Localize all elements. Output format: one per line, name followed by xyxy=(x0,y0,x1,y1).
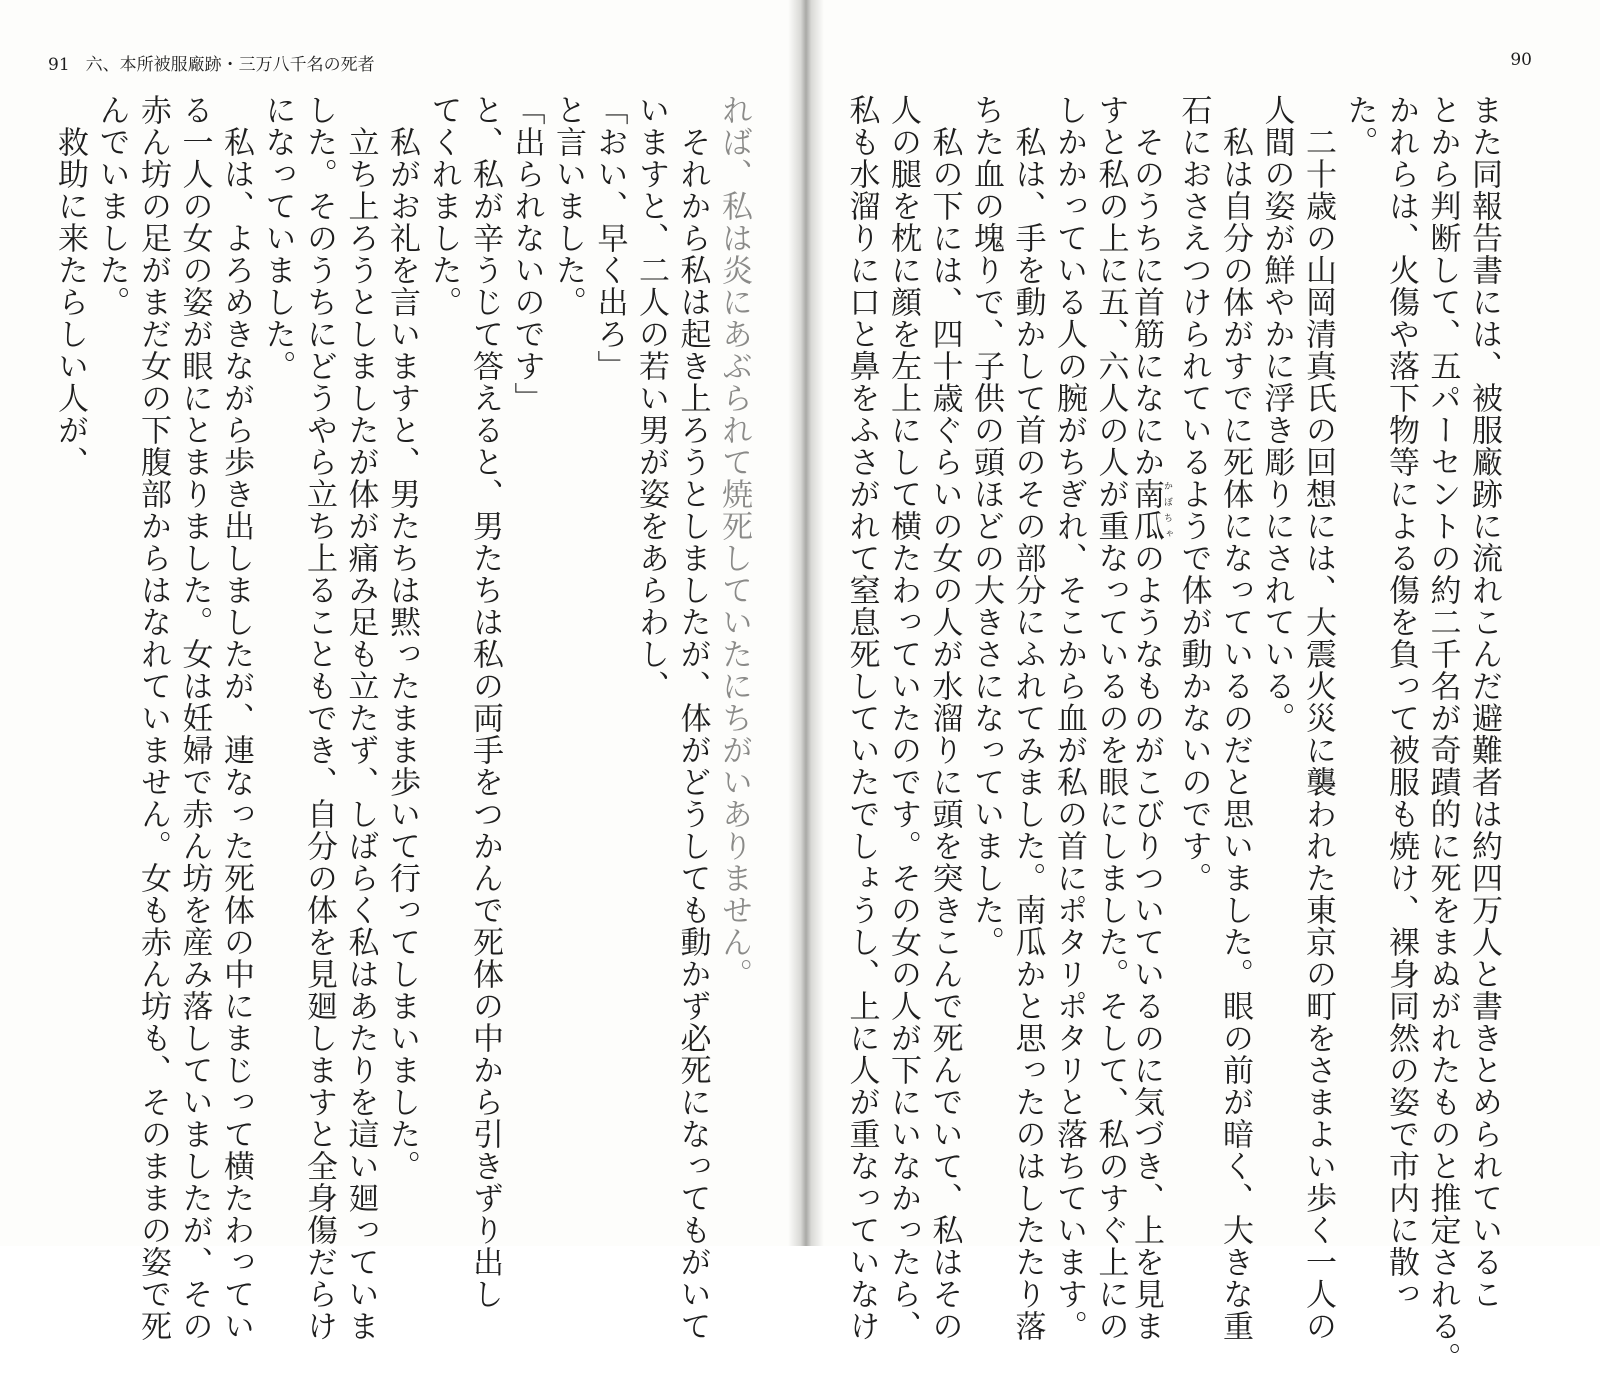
text-column: 私がお礼を言いますと、男たちは黙ったまま歩いて行ってしまいました。 xyxy=(384,94,420,1182)
right-page xyxy=(824,0,1600,1374)
running-head: 六、本所被服廠跡・三万八千名の死者 xyxy=(85,55,375,75)
text-column: また同報告書には、被服廠跡に流れこんだ避難者は約四万人と書きとめられているこ xyxy=(1466,94,1502,1310)
text-column: 私は、よろめきながら歩き出しましたが、連なった死体の中にまじって横たわってい xyxy=(218,94,254,1342)
text-column: た。 xyxy=(1341,94,1378,158)
text-column: と言いました。 xyxy=(550,94,586,318)
text-column: 立ち上ろうとしましたが体が痛み足も立たず、しばらく私はあたりを這い廻っていま xyxy=(342,94,379,1342)
text-column: そのうちに首筋になにか南瓜かぼちゃのようなものがこびりついているのに気づき、上を見ま xyxy=(1128,94,1172,1342)
text-column: いますと、二人の若い男が姿をあらわし、 xyxy=(633,94,669,702)
text-column: 「おい、早く出ろ」 xyxy=(591,94,628,382)
text-column: 二十歳の山岡清真氏の回想には、大震火災に襲われた東京の町をさまよい歩く一人の xyxy=(1300,94,1336,1342)
left-page-header xyxy=(48,50,375,75)
text-column: しかかっている人の腕がちぎれ、そこから血が私の首にポタリポタリと落ちています。 xyxy=(1051,94,1087,1342)
ruby-annotation: 南瓜かぼちゃ xyxy=(1128,478,1172,542)
text-column: 私は自分の体がすでに死体になっているのだと思いました。眼の前が暗く、大きな重 xyxy=(1217,94,1253,1342)
text-column: る一人の女の姿が眼にとまりました。女は妊婦で赤ん坊を産み落していましたが、その xyxy=(176,94,213,1342)
left-page-number: 91 xyxy=(48,55,70,75)
text-column: した。そのうちにどうやら立ち上ることもでき、自分の体を見廻しますと全身傷だらけ xyxy=(301,94,337,1342)
text-column: てくれました。 xyxy=(425,94,462,318)
text-column: とから判断して、五パーセントの約二千名が奇蹟的に死をまぬがれたものと推定される。 xyxy=(1424,94,1461,1374)
text-column: れば、私は炎にあぶられて焼死していたにちがいありません。 xyxy=(716,94,752,990)
left-page xyxy=(0,0,788,1342)
text-column: それから私は起き上ろうとしましたが、体がどうしても動かず必死になってもがいて xyxy=(674,94,711,1342)
text-column: ちた血の塊りで、子供の頭ほどの大きさになっていました。 xyxy=(968,94,1004,958)
text-column: 人間の姿が鮮やかに浮き彫りにされている。 xyxy=(1258,94,1295,734)
text-column: 「出られないのです」 xyxy=(508,94,545,414)
book-gutter xyxy=(788,0,824,1246)
right-page-number: 90 xyxy=(1510,50,1532,70)
text-column: 人の腿を枕に顔を左上にして横たわっていたのです。その女の人が下にいなかったら、 xyxy=(885,94,921,1342)
text-column: 赤ん坊の足がまだ女の下腹部からはなれていません。女も赤ん坊も、そのままの姿で死 xyxy=(135,94,171,1342)
text-column: 石におさえつけられているようで体が動かないのです。 xyxy=(1175,94,1212,894)
text-column: かれらは、火傷や落下物等による傷を負って被服も焼け、裸身同然の姿で市内に散っ xyxy=(1383,94,1419,1310)
text-column: 私は、手を動かして首のその部分にふれてみました。南瓜かと思ったのはしたたり落 xyxy=(1009,94,1046,1342)
text-column: 私も水溜りに口と鼻をふさがれて窒息死していたでしょうし、上に人が重なっていなけ xyxy=(843,94,880,1342)
text-column: んでいました。 xyxy=(93,94,130,318)
text-column: になっていました。 xyxy=(259,94,296,382)
text-column: 救助に来たらしい人が、 xyxy=(52,94,88,478)
text-column: すと私の上に五、六人の人が重なっているのを眼にしました。そして、私のすぐ上にの xyxy=(1092,94,1129,1342)
text-column: と、私が辛うじて答えると、男たちは私の両手をつかんで死体の中から引きずり出し xyxy=(467,94,503,1310)
text-column: 私の下には、四十歳ぐらいの女の人が水溜りに頭を突きこんで死んでいて、私はその xyxy=(926,94,963,1342)
